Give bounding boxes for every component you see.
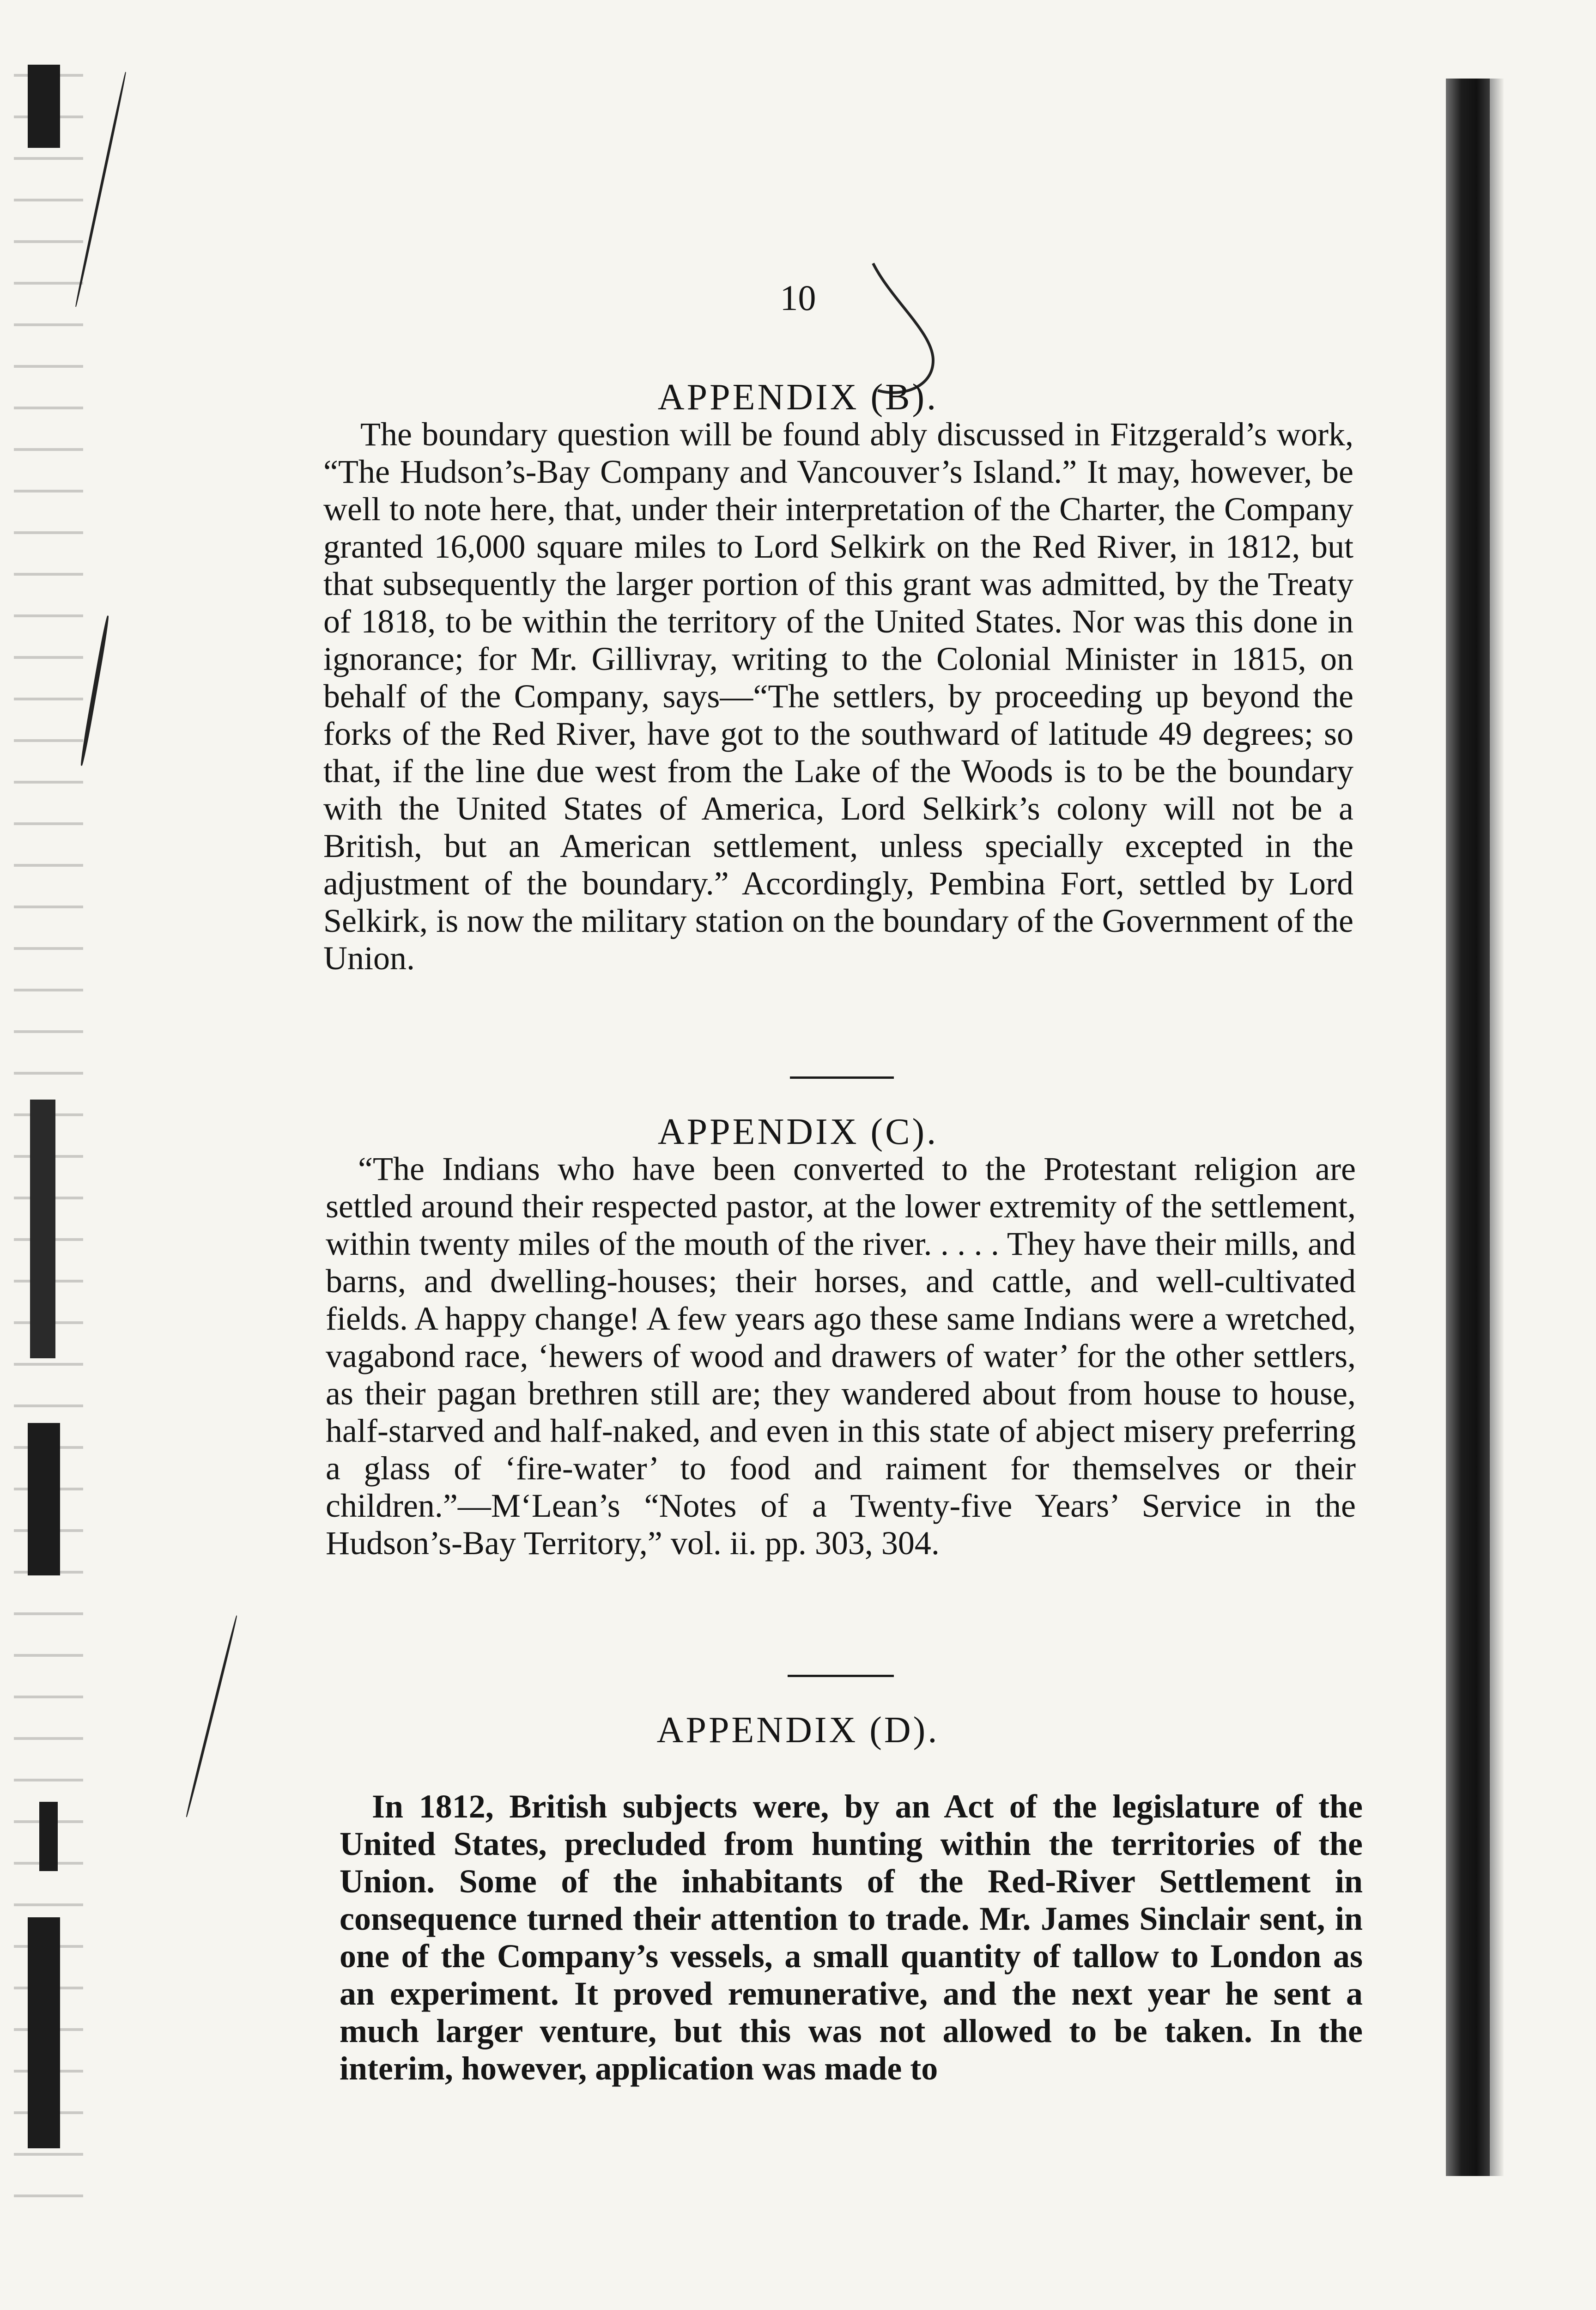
page-number: 10 (780, 278, 816, 318)
appendix-d-heading: APPENDIX (D). (656, 1710, 940, 1751)
binding-mark (39, 1802, 58, 1871)
appendix-b-text: The boundary question will be found ably discussed in Fitzgerald’s work, “The Hudson’s-Bay Company and Vancouver’s Island.” It may, however, be well to note here, that, under their interpretation of the Charter, the Company granted 16,000 square miles to Lord Selkirk on the Red River, in 1812, but that subsequently the larger portion of this grant was admitted, by the Treaty of 1818, to be within the territory of the United States. Nor was this done in ignorance; for Mr. Gillivray, writing to the Colonial Minister in 1815, on behalf of the Company, says—“The settlers, by proceeding up beyond the forks of the Red River, have got to the southward of latitude 49 degrees; so that, if the line due west from the Lake of the Woods is to be the boundary with the United States of America, Lord Selkirk’s colony will not be a British, but an American settlement, unless specially excepted in the adjustment of the boundary.” Accordingly, Pembina Fort, settled by Lord Selkirk, is now the military station on the boundary of the Government of the Union. (323, 416, 1353, 977)
pencil-stroke (79, 615, 110, 766)
appendix-c-heading: APPENDIX (C). (657, 1112, 939, 1152)
section-divider (790, 1076, 894, 1079)
section-divider (788, 1675, 894, 1677)
appendix-d-text: In 1812, British subjects were, by an Act of the legislature of the United States, precluded from hunting within the territories of the Union. Some of the inhabitants of the Red-River Settlement in consequence turned their attention to trade. Mr. James Sinclair sent, in one of the Company’s vessels, a small quantity of tallow to London as an experiment. It proved remunerative, and the next year he sent a much larger venture, but this was not allowed to be taken. In the interim, however, application was made to (340, 1788, 1363, 2087)
binding-mark (28, 65, 60, 148)
appendix-b-heading: APPENDIX (B). (657, 377, 939, 418)
appendix-c-text: “The Indians who have been converted to the Protestant religion are settled around their respected pastor, at the lower extremity of the settlement, within twenty miles of the mouth of the river. . . . . They have their mills, and barns, and dwelling-houses; their horses, and cattle, and well-cultivated fields. A happy change! A few years ago these same Indians were a wretched, vagabond race, ‘hewers of wood and drawers of water’ for the other settlers, as their pagan brethren still are; they wandered about from house to house, half-starved and half-naked, and even in this state of abject misery preferring a glass of ‘fire-water’ to food and raiment for themselves or their children.”—M‘Lean’s “Notes of a Twenty-five Years’ Service in the Hudson’s-Bay Territory,” vol. ii. pp. 303, 304. (326, 1150, 1356, 1562)
binding-mark (28, 1423, 60, 1575)
binding-mark (28, 1917, 60, 2148)
